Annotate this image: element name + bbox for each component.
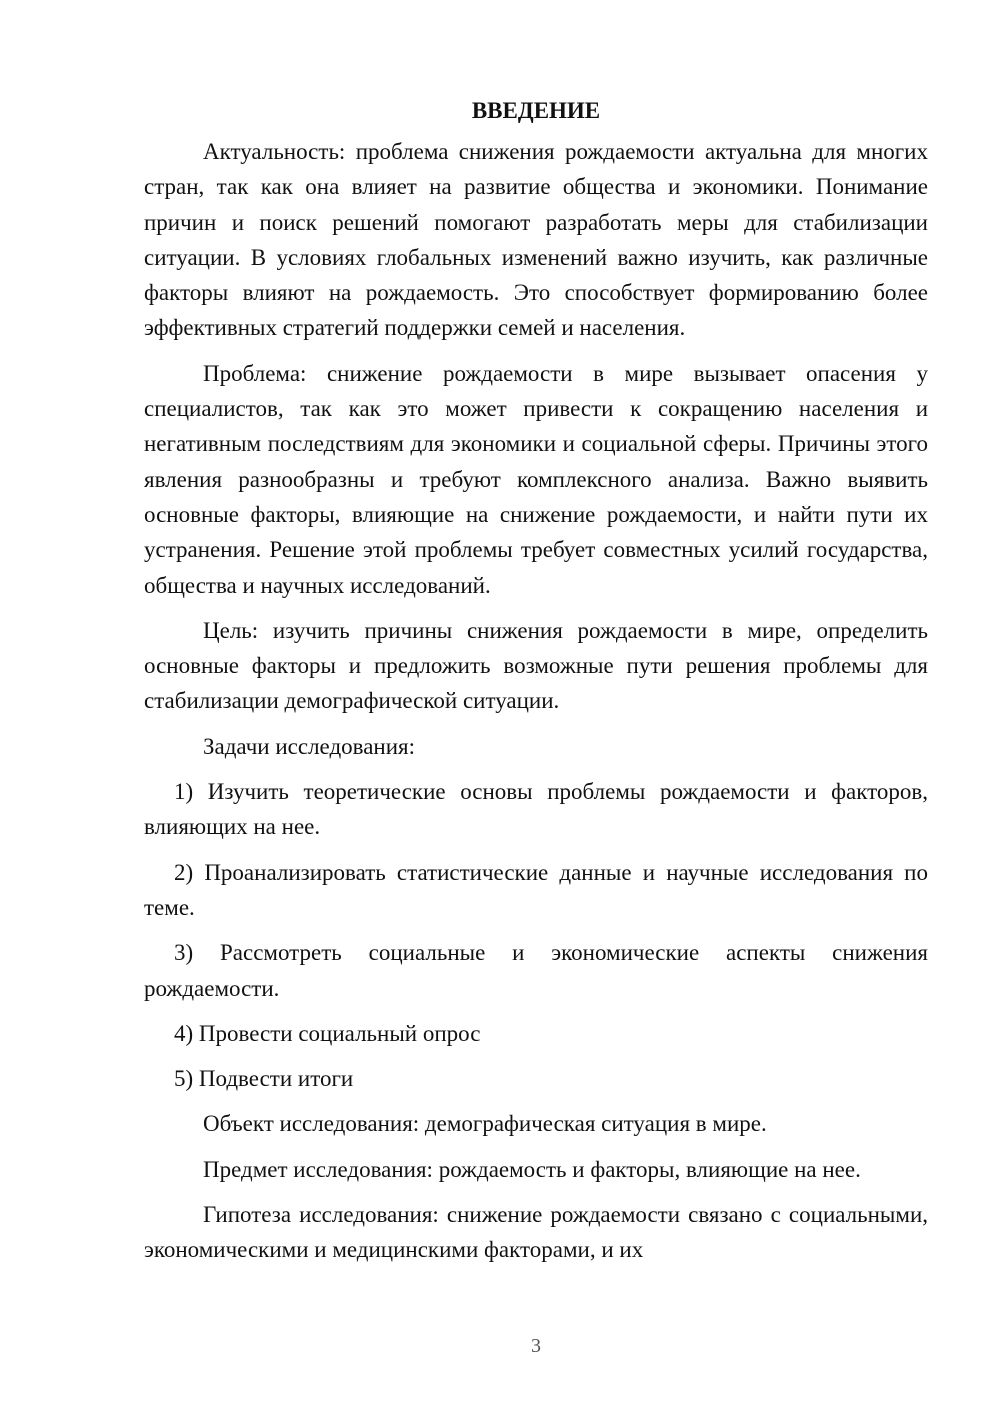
page-number: 3 xyxy=(531,1335,541,1357)
task-item-1: 1) Изучить теоретические основы проблемы рождаемости и факторов, влияющих на нее. xyxy=(144,779,928,840)
paragraph-relevance: Актуальность: проблема снижения рождаемости актуальна для многих стран, так как она влияет на развитие общества и экономики. Понимание причин и поиск решений помогают разработать меры для стабилизации ситуации. В условиях глобальных изменений важно изучить, как различные факторы влияют на рождаемость. Это способствует формированию более эффективных стратегий поддержки семей и населения. xyxy=(144,139,928,341)
page-content xyxy=(144,94,928,1278)
paragraph-problem: Проблема: снижение рождаемости в мире вызывает опасения у специалистов, так как это может привести к сокращению населения и негативным последствиям для экономики и социальной сферы. Причины этого явления разнообразны и требуют комплексного анализа. Важно выявить основные факторы, влияющие на снижение рождаемости, и найти пути их устранения. Решение этой проблемы требует совместных усилий государства, общества и научных исследований. xyxy=(144,360,928,598)
task-item-4: 4) Провести социальный опрос xyxy=(174,1020,481,1046)
page-title: ВВЕДЕНИЕ xyxy=(471,98,601,123)
tasks-heading: Задачи исследования: xyxy=(203,733,416,759)
task-item-2: 2) Проанализировать статистические данные и научные исследования по теме. xyxy=(144,859,928,920)
paragraph-goal: Цель: изучить причины снижения рождаемости в мире, определить основные факторы и предложить возможные пути решения проблемы для стабилизации демографической ситуации. xyxy=(144,617,928,714)
paragraph-hypothesis: Гипотеза исследования: снижение рождаемости связано с социальными, экономическими и медицинскими факторами, и их xyxy=(144,1202,928,1263)
task-item-5: 5) Подвести итоги xyxy=(174,1066,354,1092)
paragraph-subject: Предмет исследования: рождаемость и факторы, влияющие на нее. xyxy=(203,1156,861,1182)
task-item-3: 3) Рассмотреть социальные и экономические аспекты снижения рождаемости. xyxy=(144,940,928,1001)
paragraph-object: Объект исследования: демографическая ситуация в мире. xyxy=(203,1111,767,1137)
